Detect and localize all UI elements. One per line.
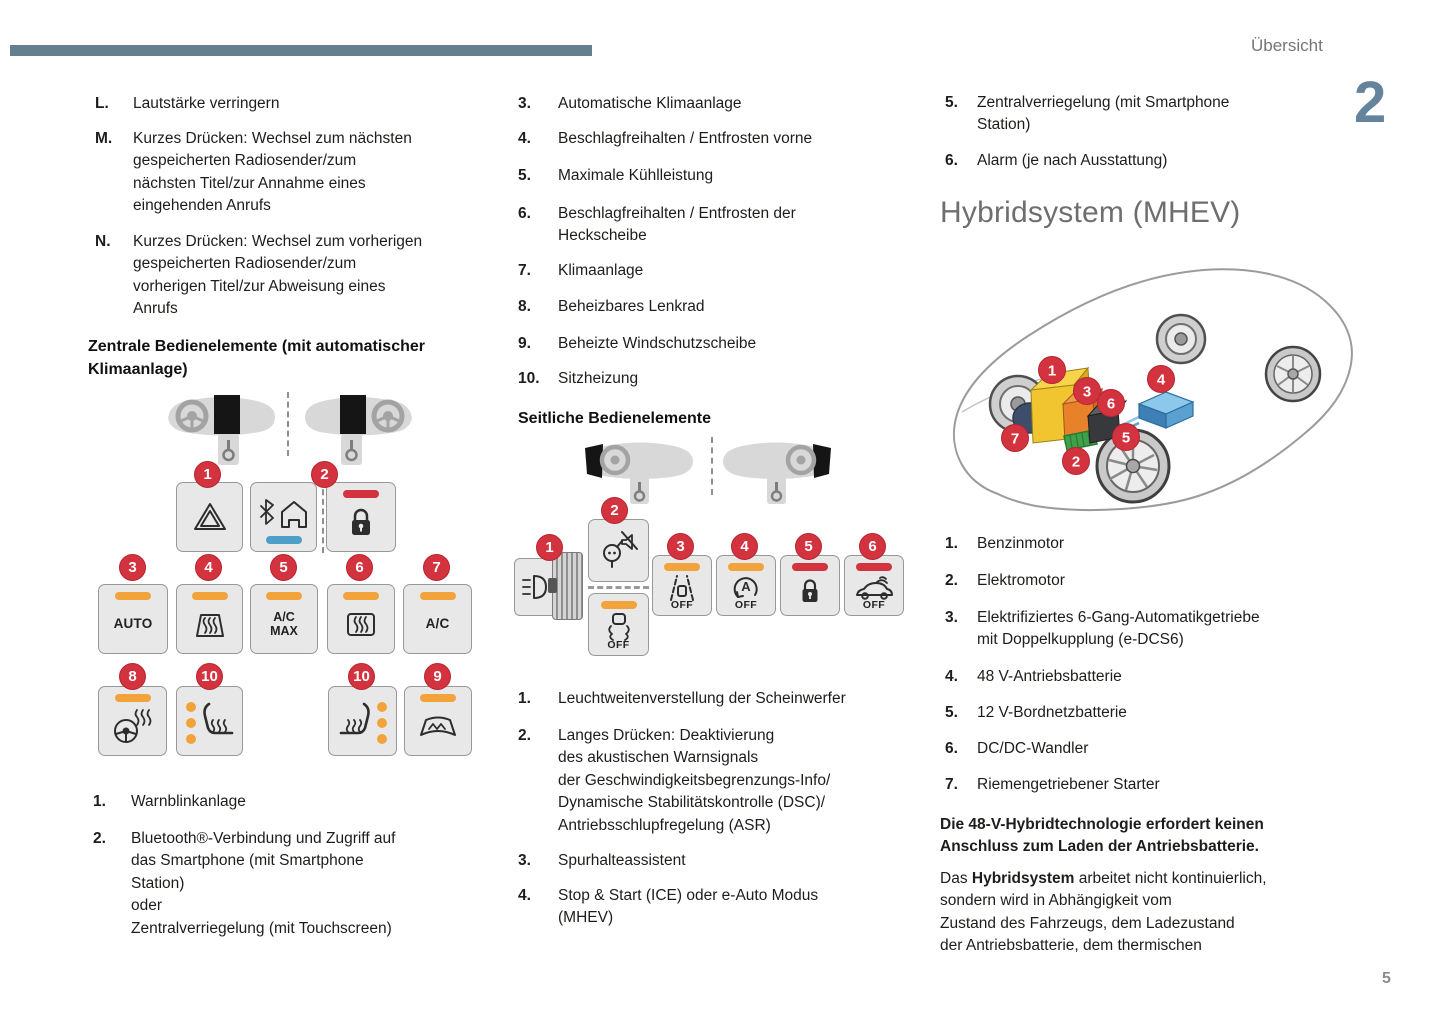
badge-1: 1 [194,461,221,488]
list-item-label: 5. [945,94,958,111]
heading-central-controls: Zentrale Bedienelemente (mit automatischer Klimaanlage) [88,338,425,378]
page-number: 5 [1382,970,1391,987]
badge-10-left: 10 [196,663,223,690]
central-locking-button [326,482,396,552]
ac-max-label [270,610,298,638]
orange-indicator [420,694,456,702]
list-item-label: 1. [93,793,106,810]
hybrid-system-diagram [936,244,1368,520]
list-item-4 [945,666,1122,688]
list-item-text: Riemengetriebener Starter [977,776,1160,793]
orange-indicator [601,601,637,609]
list-item-text: Sitzheizung [558,370,639,387]
auto-climate-button [98,584,168,654]
level-dot [377,718,387,728]
paragraph-line: sondern wird in Abhängigkeit vom [940,892,1172,910]
ac-max-line2: MAX [270,623,298,638]
paragraph-line: Das Hybridsystem arbeitet nicht kontinuierlich, [940,870,1267,887]
list-item-text: 48 V-Antriebsbatterie [977,668,1122,685]
alarm-off-button [844,555,904,616]
svg-text:1: 1 [1047,362,1057,380]
orange-indicator [664,563,700,571]
list-item-label: 7. [518,262,531,279]
wheel-icon [1157,315,1205,363]
lane-assist-off-button [652,555,712,616]
list-item-text: Warnblinkanlage [131,793,246,810]
badge-2 [1063,448,1090,475]
off-label: OFF [862,599,886,611]
svg-text:5: 5 [1121,429,1131,447]
diagram-divider [711,437,713,495]
hazard-warning-icon [191,500,229,534]
paragraph-line: Zustand des Fahrzeugs, dem Ladezustand [940,914,1235,932]
front-defrost-icon [190,607,230,641]
list-item-text: Beheizbares Lenkrad [558,298,705,315]
badge-6: 6 [859,533,886,560]
list-item-label: 4. [518,887,531,904]
list-item-2 [945,570,1065,592]
list-item-5 [945,92,1229,137]
list-item-label: L. [95,95,109,112]
list-item-text: Benzinmotor [977,535,1065,552]
orange-indicator [115,592,151,600]
badge-5: 5 [795,533,822,560]
list-item-text: Spurhalteassistent [558,852,686,869]
list-item-label: 3. [518,95,531,112]
list-item-text: Bluetooth®-Verbindung und Zugriff auf das Smartphone (mit Smartphone Station) oder Zentralverriegelung (mit Touchscreen) [131,830,396,937]
list-item-5 [945,702,1127,724]
svg-text:3: 3 [1082,383,1092,401]
list-item-label: M. [95,130,113,147]
ac-max-line1: A/C [273,609,295,624]
badge-2: 2 [601,497,628,524]
list-item-label: 4. [518,130,531,147]
list-item-text: Automatische Klimaanlage [558,95,742,112]
badge-9: 9 [424,663,451,690]
mute-warning-button [588,519,649,582]
level-dot [186,702,196,712]
heated-seat-left-button [176,686,243,756]
list-item-text: Lautstärke verringern [133,95,280,112]
dashboard-right-hand-drive-icon [300,390,418,470]
paragraph-line: der Antriebsbatterie, dem thermischen [940,937,1202,955]
list-item-text: Beschlagfreihalten / Entfrosten der Heckscheibe [558,205,796,245]
badge-4: 4 [731,533,758,560]
level-dot [377,734,387,744]
red-indicator [856,563,892,571]
hazard-warning-button [176,482,243,552]
badge-6 [1098,390,1125,417]
list-item-text: DC/DC-Wandler [977,740,1089,757]
list-item-text: Beheizte Windschutzscheibe [558,335,757,352]
heated-seat-icon [199,701,235,741]
list-item-text: Klimaanlage [558,262,644,279]
heated-seat-right-button [328,686,397,756]
list-item-1 [945,533,1064,555]
list-item-text: Elektrifiziertes 6-Gang-Automatikgetriebe mit Doppelkupplung (e-DCS6) [977,609,1260,649]
ac-button [403,584,472,654]
list-item-label: 9. [518,335,531,352]
central-locking-button [780,555,840,616]
badge-5: 5 [270,554,297,581]
orange-indicator [266,592,302,600]
svg-text:6: 6 [1106,395,1116,413]
lane-assist-off-icon [664,573,700,601]
list-item-text: Kurzes Drücken: Wechsel zum nächsten gespeicherten Radiosender/zum nächsten Titel/zur Annahme eines eingehenden Anrufs [133,130,412,215]
list-item-10 [518,368,638,390]
list-item-label: 6. [945,152,958,169]
list-item-text: Maximale Kühlleistung [558,167,714,184]
list-item-label: N. [95,233,111,250]
heading-side-controls: Seitliche Bedienelemente [518,410,711,427]
list-item-9 [518,333,756,355]
list-item-L [95,93,279,115]
heated-seat-icon [338,701,374,741]
heading-hybrid-system: Hybridsystem (MHEV) [940,196,1241,229]
list-item-text: Alarm (je nach Ausstattung) [977,152,1168,169]
list-item-3 [518,93,742,115]
heated-steering-wheel-icon [112,707,154,745]
auto-label: AUTO [113,616,153,631]
list-item-label: 4. [945,668,958,685]
heated-windscreen-icon [417,712,459,742]
bluetooth-home-icon [258,493,310,531]
list-item-label: 1. [945,535,958,552]
list-item-5 [518,165,713,187]
level-dot [186,734,196,744]
badge-1: 1 [536,534,563,561]
badge-7 [1002,425,1029,452]
svg-text:2: 2 [1071,453,1081,471]
list-item-label: 2. [518,727,531,744]
badge-8: 8 [119,663,146,690]
bluetooth-home-button [250,482,317,552]
list-item-4 [518,885,818,930]
bold-note: Die 48-V-Hybridtechnologie erfordert keinen Anschluss zum Laden der Antriebsbatterie. [940,816,1264,856]
list-item-7 [945,774,1160,796]
diagram-divider [588,586,649,589]
off-label: OFF [607,639,630,651]
list-item-label: 6. [945,740,958,757]
list-item-label: 6. [518,205,531,222]
dashboard-left-hand-drive-icon [162,390,280,470]
chapter-number: 2 [1354,70,1387,135]
list-item-text: Langes Drücken: Deaktivierung des akustischen Warnsignals der Geschwindigkeitsbegrenzungs-Info/ Dynamische Stabilitätskontrolle (DSC)/ Antriebsschlupfregelung (ASR) [558,727,831,834]
auto-stop-start-off-button [716,555,776,616]
list-item-label: 8. [518,298,531,315]
list-item-6 [518,203,796,248]
dial-knob [548,578,557,593]
lock-icon [343,505,379,539]
list-item-text: 12 V-Bordnetzbatterie [977,704,1127,721]
red-indicator [343,490,379,498]
badge-5 [1113,424,1140,451]
heated-windscreen-button [404,686,472,756]
list-item-label: 3. [945,609,958,626]
list-item-text: Leuchtweitenverstellung der Scheinwerfer [558,690,846,707]
list-item-6 [945,150,1167,172]
svg-text:7: 7 [1010,430,1020,448]
mute-warning-icon [598,530,640,572]
list-item-1 [518,688,846,710]
badge-3: 3 [119,554,146,581]
hybrid-paragraph [940,868,1267,958]
stability-control-off-button [588,593,649,656]
list-item-1 [93,791,246,813]
orange-indicator [192,592,228,600]
list-item-text: Stop & Start (ICE) oder e-Auto Modus (MHEV) [558,887,819,927]
list-item-text: Zentralverriegelung (mit Smartphone Station) [977,94,1230,134]
list-item-label: 3. [518,852,531,869]
rear-defrost-button [327,584,395,654]
badge-10-right: 10 [348,663,375,690]
badge-7: 7 [423,554,450,581]
off-label: OFF [734,599,758,611]
list-item-7 [518,260,643,282]
list-item-2 [93,828,395,940]
list-item-2 [518,725,830,837]
orange-indicator [728,563,764,571]
accent-bar [10,45,592,56]
dashboard-side-right-icon [718,436,833,506]
badge-4 [1148,366,1175,393]
off-label: OFF [670,599,694,611]
level-dot [186,718,196,728]
list-item-4 [518,128,812,150]
badge-3 [1074,378,1101,405]
front-defrost-button [176,584,243,654]
orange-indicator [343,592,379,600]
list-item-label: 5. [945,704,958,721]
badge-3: 3 [667,533,694,560]
list-item-text: Beschlagfreihalten / Entfrosten vorne [558,130,813,147]
red-indicator [792,563,828,571]
diagram-divider [287,392,289,456]
section-label: Übersicht [1251,36,1323,55]
list-item-label: 5. [518,167,531,184]
heated-steering-wheel-button [98,686,167,756]
orange-indicator [115,694,151,702]
list-item-M [95,128,412,218]
list-item-N [95,231,422,321]
lock-icon [795,576,825,605]
list-item-text: Kurzes Drücken: Wechsel zum vorherigen gespeicherten Radiosender/zum vorherigen Titel/zur Abweisung eines Anrufs [133,233,423,318]
list-item-8 [518,296,705,318]
alarm-off-icon [853,576,895,600]
list-item-label: 7. [945,776,958,793]
list-item-3 [518,850,686,872]
badge-6: 6 [346,554,373,581]
list-item-label: 2. [945,572,958,589]
list-item-3 [945,607,1260,652]
badge-1 [1039,357,1066,384]
stability-control-off-icon [602,612,636,642]
badge-4: 4 [195,554,222,581]
ac-label: A/C [425,616,450,631]
rear-defrost-icon [341,607,381,641]
badge-2: 2 [311,461,338,488]
list-item-text: Elektromotor [977,572,1065,589]
svg-text:A: A [741,578,751,594]
orange-indicator [420,592,456,600]
list-item-label: 1. [518,690,531,707]
level-dot [377,702,387,712]
auto-stop-start-off-icon [730,572,762,602]
list-item-6 [945,738,1088,760]
dashboard-side-left-icon [583,436,698,506]
blue-indicator [266,536,302,544]
svg-text:4: 4 [1156,371,1166,389]
list-item-label: 2. [93,830,106,847]
wheel-icon [1266,347,1320,401]
ac-max-button [250,584,318,654]
list-item-label: 10. [518,370,540,387]
